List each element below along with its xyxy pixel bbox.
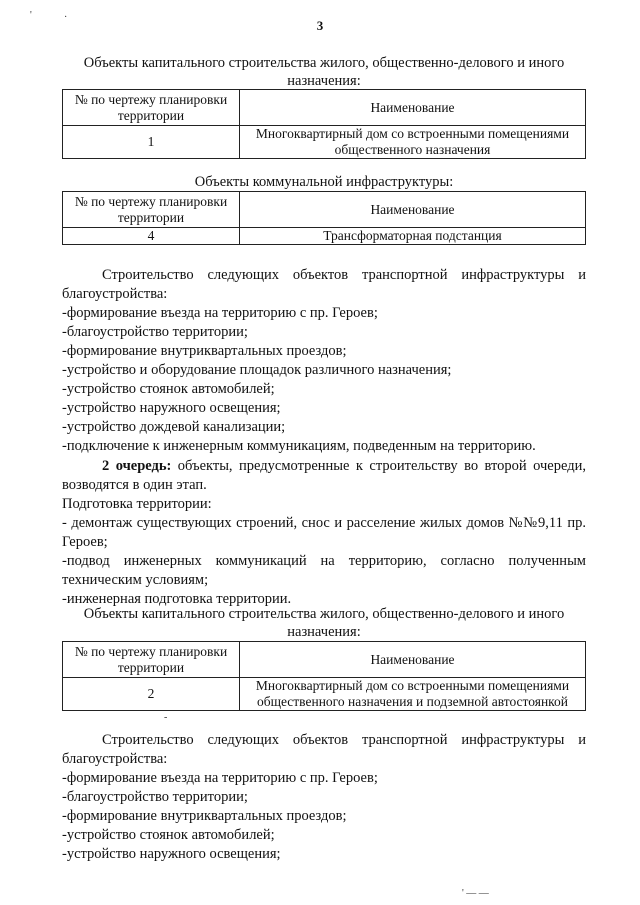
list-item: -устройство стоянок автомобилей; [62, 827, 275, 843]
section-heading [62, 605, 586, 641]
list-item: -благоустройство территории; [62, 789, 248, 805]
list-item: -устройство дождевой канализации; [62, 419, 286, 435]
stage-label: 2 очередь: [102, 458, 172, 474]
list-item: -устройство и оборудование площадок различного назначения; [62, 362, 452, 378]
transport-paragraph [62, 266, 586, 456]
objects-table [62, 641, 586, 711]
paragraph-line: Подготовка территории: [62, 496, 212, 512]
list-item: -устройство стоянок автомобилей; [62, 381, 275, 397]
objects-table [62, 191, 586, 245]
table-header-cell: № по чертежу планировки территории [63, 90, 240, 126]
paragraph-line: благоустройства: [62, 751, 168, 767]
heading-line: назначения: [287, 624, 361, 640]
list-item: -формирование въезда на территорию с пр. Героев; [62, 305, 378, 321]
page-number: 3 [316, 18, 324, 33]
table-cell-number: 1 [63, 126, 240, 159]
paragraph-line: Строительство следующих объектов транспортной инфраструктуры и [102, 732, 586, 748]
objects-table [62, 89, 586, 159]
list-item: -благоустройство территории; [62, 324, 248, 340]
section-heading: Объекты коммунальной инфраструктуры: [194, 174, 454, 190]
list-item: техническим условиям; [62, 572, 209, 588]
scan-speck: ' — — [462, 888, 489, 899]
scan-speck: · [64, 12, 68, 23]
list-item: -подвод инженерных коммуникаций на территорию, согласно полученным [62, 553, 586, 569]
table-row [63, 228, 586, 245]
heading-line: Объекты капитального строительства жилого, общественно-делового и иного [83, 55, 565, 71]
list-item: -формирование въезда на территорию с пр. Героев; [62, 770, 378, 786]
table-cell-name: Многоквартирный дом со встроенными помещениями общественного назначения и подземной автостоянкой [240, 678, 586, 711]
table-row [63, 126, 586, 159]
table-header-cell: Наименование [240, 192, 586, 228]
paragraph-line: возводятся в один этап. [62, 477, 207, 493]
section-heading [62, 54, 586, 90]
list-item: - демонтаж существующих строений, снос и расселение жилых домов №№9,11 пр. [62, 515, 586, 531]
table-header-cell: № по чертежу планировки территории [63, 192, 240, 228]
list-item: -формирование внутриквартальных проездов; [62, 343, 347, 359]
list-item: -формирование внутриквартальных проездов; [62, 808, 347, 824]
table-cell-number: 2 [63, 678, 240, 711]
heading-line: Объекты капитального строительства жилого, общественно-делового и иного [83, 606, 565, 622]
table-row [63, 678, 586, 711]
table-header-cell: Наименование [240, 90, 586, 126]
list-item: -подключение к инженерным коммуникациям, подведенным на территорию. [62, 438, 536, 454]
table-cell-name: Трансформаторная подстанция [240, 228, 586, 245]
paragraph-line: Строительство следующих объектов транспортной инфраструктуры и [102, 267, 586, 283]
stage2-paragraph [62, 457, 586, 609]
list-item: -инженерная подготовка территории. [62, 591, 292, 607]
table-cell-number: 4 [63, 228, 240, 245]
heading-line: назначения: [287, 73, 361, 89]
scan-speck: - [164, 712, 168, 723]
paragraph-line: благоустройства: [62, 286, 168, 302]
table-cell-name: Многоквартирный дом со встроенными помещениями общественного назначения [240, 126, 586, 159]
list-item: -устройство наружного освещения; [62, 400, 281, 416]
transport-paragraph [62, 731, 586, 864]
table-header-cell: № по чертежу планировки территории [63, 642, 240, 678]
table-header-cell: Наименование [240, 642, 586, 678]
table-header-row [63, 192, 586, 228]
table-header-row [63, 642, 586, 678]
list-item: Героев; [62, 534, 108, 550]
scan-speck: ' [30, 10, 32, 21]
table-header-row [63, 90, 586, 126]
list-item: -устройство наружного освещения; [62, 846, 281, 862]
paragraph-line: 2 очередь: объекты, предусмотренные к строительству во второй очереди, [102, 458, 586, 474]
